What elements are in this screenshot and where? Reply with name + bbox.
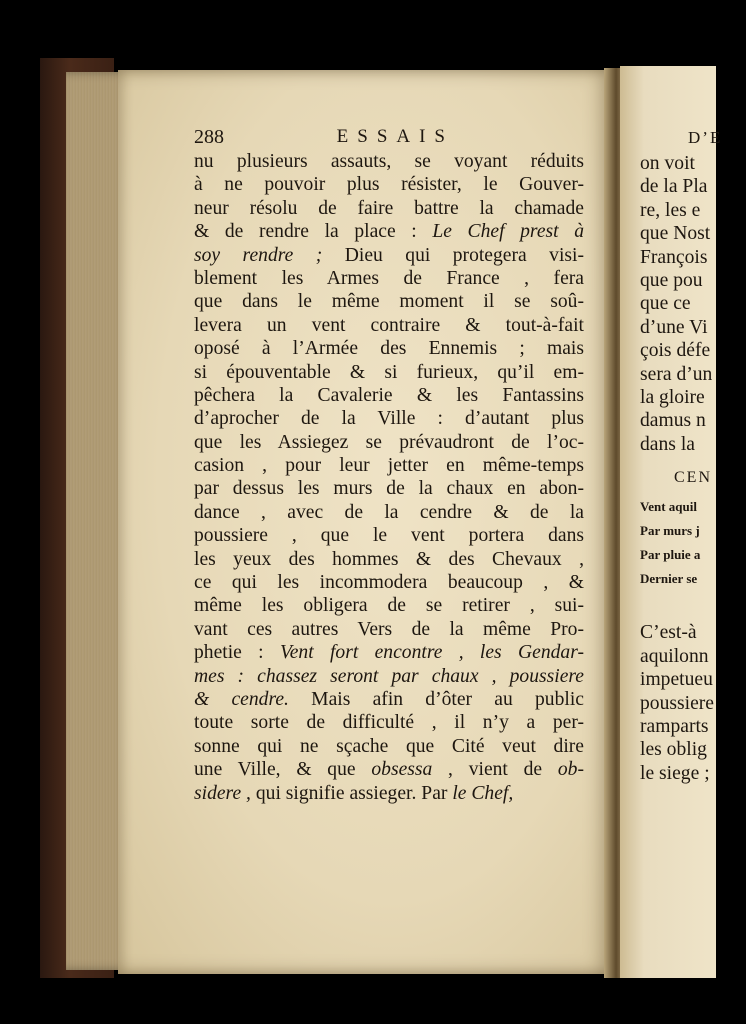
right-body-continued — [640, 621, 740, 785]
text-line: que pou — [640, 269, 703, 291]
text-segment: nu plusieurs assauts, se voyant réduits — [194, 151, 584, 172]
italic-text: le Chef, — [452, 782, 514, 804]
text-segment: dance , avec de la cendre & de la — [194, 501, 584, 523]
text-line — [194, 454, 584, 477]
text-line: Dernier se — [640, 571, 698, 587]
text-line — [194, 197, 584, 220]
text-line: on voit — [640, 153, 695, 174]
text-line — [194, 688, 584, 711]
text-segment: phetie : — [194, 642, 280, 664]
text-line: Par pluie a — [640, 547, 701, 563]
verse-block — [640, 495, 740, 591]
section-heading: CEN — [674, 469, 712, 487]
text-line: que ce — [640, 293, 691, 315]
text-line: poussiere — [640, 692, 715, 714]
text-line: çois défe — [640, 340, 711, 362]
text-line — [194, 548, 584, 571]
text-line — [194, 361, 584, 384]
left-body — [194, 150, 584, 805]
text-segment: que les Assiegez se prévaudront de l’oc- — [194, 431, 584, 453]
text-segment: & de rendre la place : — [194, 221, 433, 243]
italic-text: Vent fort encontre , les Gendar- — [279, 642, 584, 664]
text-segment: toute sorte de difficulté , il n’y a per- — [194, 712, 584, 734]
text-line — [194, 758, 584, 781]
text-line: la gloire — [640, 386, 705, 408]
text-line: les oblig — [640, 739, 707, 761]
text-segment: oposé à l’Armée des Ennemis ; mais — [194, 338, 584, 360]
text-segment: que dans le même moment il se soû- — [194, 291, 584, 313]
right-running-title: D’E — [688, 128, 723, 147]
text-line: dans la — [640, 433, 695, 455]
running-title: ESSAIS — [336, 126, 454, 147]
text-line — [194, 618, 584, 641]
text-segment: levera un vent contraire & tout-à-fait — [194, 314, 584, 336]
text-segment: par dessus les murs de la chaux en abon- — [194, 478, 584, 500]
text-segment: à ne pouvoir plus résister, le Gouver- — [194, 174, 584, 196]
text-line: aquilonn — [640, 645, 709, 667]
right-page-text — [640, 126, 740, 785]
text-segment: , vient de — [432, 759, 558, 781]
text-line — [194, 711, 584, 734]
italic-text: mes : chassez seront par chaux , poussiere — [194, 665, 584, 687]
text-line — [194, 431, 584, 454]
text-segment: poussiere , que le vent portera dans — [194, 525, 584, 547]
text-segment: Dieu qui protegera visi- — [322, 244, 584, 266]
text-line: ramparts — [640, 716, 709, 738]
text-line — [194, 665, 584, 688]
text-segment: d’aprocher de la Ville : d’autant plus — [194, 408, 584, 430]
text-line: sera d’un — [640, 363, 713, 385]
text-line: impetueu — [640, 669, 713, 691]
text-line — [194, 407, 584, 430]
text-segment: qui signifie assieger. Par — [250, 782, 453, 804]
text-line — [194, 477, 584, 500]
text-line — [194, 571, 584, 594]
italic-text: obsessa — [371, 759, 433, 781]
text-line — [194, 384, 584, 407]
text-line: C’est-à — [640, 622, 697, 644]
text-line: re, les e — [640, 199, 701, 221]
text-segment: si épouventable & si furieux, qu’il em- — [194, 361, 584, 383]
text-line — [194, 290, 584, 313]
text-line — [194, 173, 584, 196]
text-segment: sonne qui ne sçache que Cité veut dire — [194, 735, 584, 757]
text-line: le siege ; — [640, 762, 710, 784]
text-segment: pêchera la Cavalerie & les Fantassins — [194, 384, 584, 406]
text-segment: même les obligera de se retirer , sui- — [194, 595, 584, 617]
text-line — [194, 267, 584, 290]
text-line: damus n — [640, 410, 706, 432]
text-line — [194, 782, 584, 805]
text-line — [194, 244, 584, 267]
text-segment: les yeux des hommes & des Chevaux , — [194, 548, 584, 570]
text-line — [194, 735, 584, 758]
page-header — [194, 124, 584, 150]
right-body — [640, 152, 740, 456]
text-line: que Nost — [640, 223, 711, 245]
left-page-text — [194, 124, 584, 805]
text-segment: ce qui les incommodera beaucoup , & — [194, 572, 584, 594]
italic-text: sidere , — [194, 782, 251, 804]
text-segment: Mais afin d’ôter au public — [288, 688, 584, 710]
text-line — [194, 150, 584, 173]
text-segment: une Ville, & que — [194, 759, 372, 781]
text-line — [194, 641, 584, 664]
text-line — [194, 524, 584, 547]
page-number: 288 — [194, 126, 224, 148]
text-line — [194, 314, 584, 337]
text-line: François — [640, 246, 708, 268]
text-line: d’une Vi — [640, 316, 708, 338]
italic-text: Le Chef prest à — [432, 221, 585, 243]
text-line — [194, 501, 584, 524]
text-line — [194, 220, 584, 243]
text-line: de la Pla — [640, 176, 708, 198]
italic-text: soy rendre ; — [194, 244, 323, 266]
text-line: Vent aquil — [640, 499, 697, 515]
text-segment: neur résolu de faire battre la chamade — [194, 197, 584, 219]
text-line — [194, 337, 584, 360]
text-segment: vant ces autres Vers de la même Pro- — [194, 618, 584, 640]
text-segment: blement les Armes de France , fera — [194, 267, 584, 289]
italic-text: & cendre. — [194, 688, 289, 710]
italic-text: ob- — [557, 759, 584, 781]
text-line — [194, 594, 584, 617]
text-segment: casion , pour leur jetter en même-temps — [194, 455, 584, 477]
text-line: Par murs j — [640, 523, 700, 539]
